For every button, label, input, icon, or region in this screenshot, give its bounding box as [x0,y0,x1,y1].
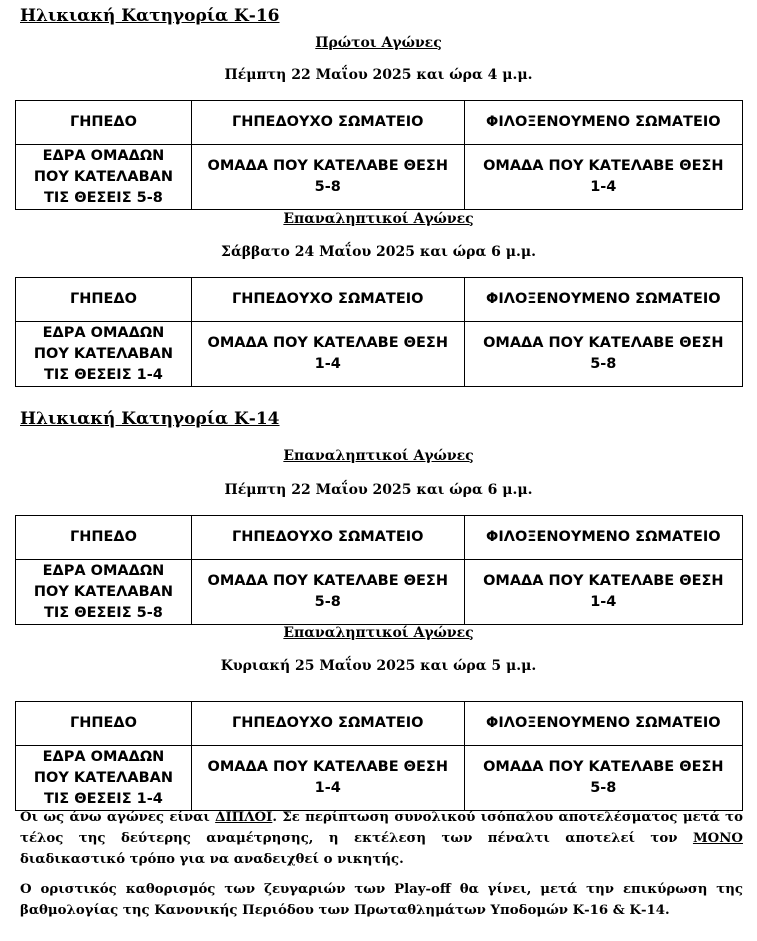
header-home: ΓΗΠΕΔΟΥΧΟ ΣΩΜΑΤΕΙΟ [191,516,464,560]
home-cell: ΟΜΑΔΑ ΠΟΥ ΚΑΤΕΛΑΒΕ ΘΕΣΗ 1-4 [191,322,464,387]
category-title-k16: Ηλικιακή Κατηγορία Κ-16 [20,6,280,26]
k16-first-table [15,100,743,210]
header-away: ΦΙΛΟΞΕΝΟΥΜΕΝΟ ΣΩΜΑΤΕΙΟ [464,702,742,746]
header-away: ΦΙΛΟΞΕΝΟΥΜΕΝΟ ΣΩΜΑΤΕΙΟ [464,516,742,560]
away-cell: ΟΜΑΔΑ ΠΟΥ ΚΑΤΕΛΑΒΕ ΘΕΣΗ 1-4 [464,145,742,210]
k14-first-table [15,515,743,625]
mono-emphasis: ΜΟΝΟ [692,831,743,846]
header-away: ΦΙΛΟΞΕΝΟΥΜΕΝΟ ΣΩΜΑΤΕΙΟ [464,278,742,322]
k14-second-subtitle: Επαναληπτικοί Αγώνες [283,625,474,641]
header-away: ΦΙΛΟΞΕΝΟΥΜΕΝΟ ΣΩΜΑΤΕΙΟ [464,101,742,145]
note-paragraph-2: Ο οριστικός καθορισμός των ζευγαριών των Play-off θα γίνει, μετά την επικύρωση της βαθμολογίας της Κανονικής Περιόδου των Πρωταθλημάτων Υποδομών Κ-16 & Κ-14. [20,882,743,918]
k14-first-subtitle: Επαναληπτικοί Αγώνες [283,448,474,464]
away-cell: ΟΜΑΔΑ ΠΟΥ ΚΑΤΕΛΑΒΕ ΘΕΣΗ 5-8 [464,746,742,811]
header-home: ΓΗΠΕΔΟΥΧΟ ΣΩΜΑΤΕΙΟ [191,101,464,145]
k14-first-datetime: Πέμπτη 22 Μαΐου 2025 και ώρα 6 μ.μ. [224,482,533,498]
k16-first-datetime: Πέμπτη 22 Μαΐου 2025 και ώρα 4 μ.μ. [224,67,533,83]
diploi-emphasis: ΔΙΠΛΟΙ [215,810,273,825]
header-venue: ΓΗΠΕΔΟ [16,702,192,746]
k16-first-subtitle: Πρώτοι Αγώνες [315,35,442,51]
venue-cell: ΕΔΡΑ ΟΜΑΔΩΝ ΠΟΥ ΚΑΤΕΛΑΒΑΝ ΤΙΣ ΘΕΣΕΙΣ 1-4 [16,746,192,811]
home-cell: ΟΜΑΔΑ ΠΟΥ ΚΑΤΕΛΑΒΕ ΘΕΣΗ 5-8 [191,560,464,625]
k16-second-subtitle: Επαναληπτικοί Αγώνες [283,211,474,227]
venue-cell: ΕΔΡΑ ΟΜΑΔΩΝ ΠΟΥ ΚΑΤΕΛΑΒΑΝ ΤΙΣ ΘΕΣΕΙΣ 5-8 [16,145,192,210]
away-cell: ΟΜΑΔΑ ΠΟΥ ΚΑΤΕΛΑΒΕ ΘΕΣΗ 5-8 [464,322,742,387]
k14-second-table [15,701,743,811]
header-venue: ΓΗΠΕΔΟ [16,101,192,145]
away-cell: ΟΜΑΔΑ ΠΟΥ ΚΑΤΕΛΑΒΕ ΘΕΣΗ 1-4 [464,560,742,625]
k16-second-table [15,277,743,387]
venue-cell: ΕΔΡΑ ΟΜΑΔΩΝ ΠΟΥ ΚΑΤΕΛΑΒΑΝ ΤΙΣ ΘΕΣΕΙΣ 1-4 [16,322,192,387]
header-home: ΓΗΠΕΔΟΥΧΟ ΣΩΜΑΤΕΙΟ [191,702,464,746]
category-title-k14: Ηλικιακή Κατηγορία Κ-14 [20,409,280,429]
notes-block [20,807,743,921]
k14-second-datetime: Κυριακή 25 Μαΐου 2025 και ώρα 5 μ.μ. [220,658,537,674]
home-cell: ΟΜΑΔΑ ΠΟΥ ΚΑΤΕΛΑΒΕ ΘΕΣΗ 1-4 [191,746,464,811]
home-cell: ΟΜΑΔΑ ΠΟΥ ΚΑΤΕΛΑΒΕ ΘΕΣΗ 5-8 [191,145,464,210]
k16-second-datetime: Σάββατο 24 Μαΐου 2025 και ώρα 6 μ.μ. [221,244,536,260]
header-home: ΓΗΠΕΔΟΥΧΟ ΣΩΜΑΤΕΙΟ [191,278,464,322]
header-venue: ΓΗΠΕΔΟ [16,516,192,560]
note-paragraph-1: Οι ως άνω αγώνες είναι ΔΙΠΛΟΙ. Σε περίπτωση συνολικού ισόπαλου αποτελέσματος μετά το τέλος της δεύτερης αναμέτρησης, η εκτέλεση των πέναλτι αποτελεί τον ΜΟΝΟ διαδικαστικό τρόπο για να αναδειχθεί ο νικητής. [20,810,743,867]
venue-cell: ΕΔΡΑ ΟΜΑΔΩΝ ΠΟΥ ΚΑΤΕΛΑΒΑΝ ΤΙΣ ΘΕΣΕΙΣ 5-8 [16,560,192,625]
header-venue: ΓΗΠΕΔΟ [16,278,192,322]
